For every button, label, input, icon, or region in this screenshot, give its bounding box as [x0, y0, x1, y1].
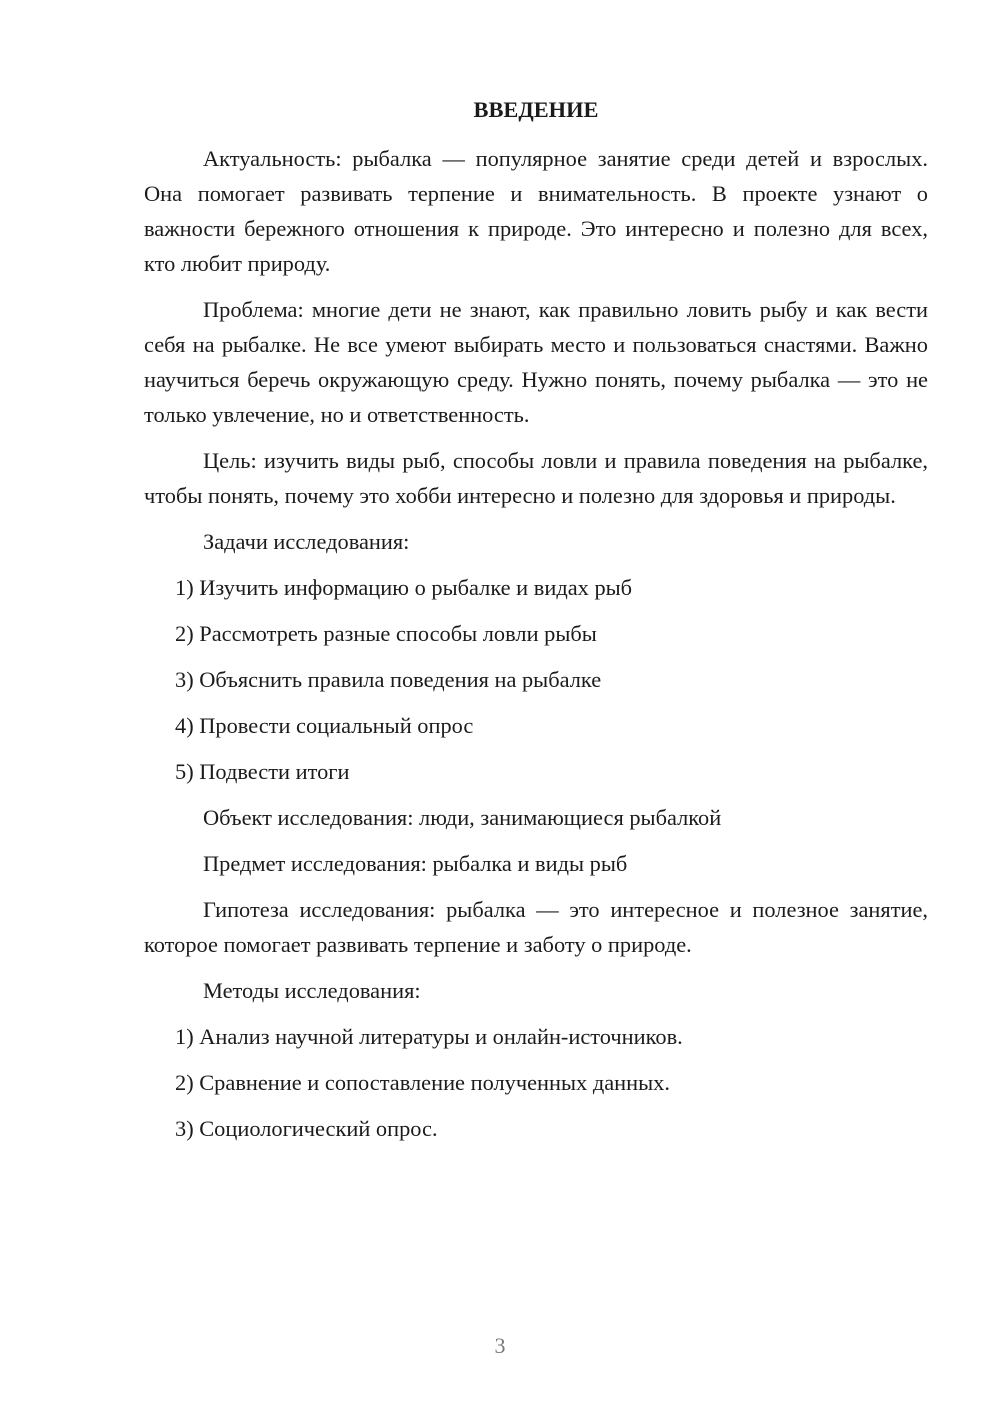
relevance-paragraph: Актуальность: рыбалка — популярное занятие среди детей и взрослых. Она помогает развивать терпение и внимательность. В проекте узнают о важности бережного отношения к природе. Это интересно и полезно для всех, кто любит природу.: [144, 146, 928, 276]
method-item: 1) Анализ научной литературы и онлайн-источников.: [175, 1024, 683, 1049]
tasks-label: Задачи исследования:: [203, 529, 410, 554]
task-item: 5) Подвести итоги: [175, 759, 350, 784]
methods-label: Методы исследования:: [203, 978, 421, 1003]
hypothesis-paragraph: Гипотеза исследования: рыбалка — это интересное и полезное занятие, которое помогает развивать терпение и заботу о природе.: [144, 897, 928, 957]
section-heading: ВВЕДЕНИЕ: [473, 97, 599, 122]
task-item: 2) Рассмотреть разные способы ловли рыбы: [175, 621, 597, 646]
task-item: 1) Изучить информацию о рыбалке и видах рыб: [175, 575, 633, 600]
task-item: 3) Объяснить правила поведения на рыбалке: [175, 667, 602, 692]
research-subject: Предмет исследования: рыбалка и виды рыб: [203, 851, 628, 876]
document-page: [144, 92, 928, 1157]
goal-paragraph: Цель: изучить виды рыб, способы ловли и правила поведения на рыбалке, чтобы понять, почему это хобби интересно и полезно для здоровья и природы.: [144, 448, 928, 508]
research-object: Объект исследования: люди, занимающиеся рыбалкой: [203, 805, 722, 830]
problem-paragraph: Проблема: многие дети не знают, как правильно ловить рыбу и как вести себя на рыбалке. Не все умеют выбирать место и пользоваться снастями. Важно научиться беречь окружающую среду. Нужно понять, почему рыбалка — это не только увлечение, но и ответственность.: [144, 297, 928, 427]
page-number: 3: [494, 1333, 506, 1358]
method-item: 3) Социологический опрос.: [175, 1116, 438, 1141]
method-item: 2) Сравнение и сопоставление полученных данных.: [175, 1070, 670, 1095]
task-item: 4) Провести социальный опрос: [175, 713, 474, 738]
